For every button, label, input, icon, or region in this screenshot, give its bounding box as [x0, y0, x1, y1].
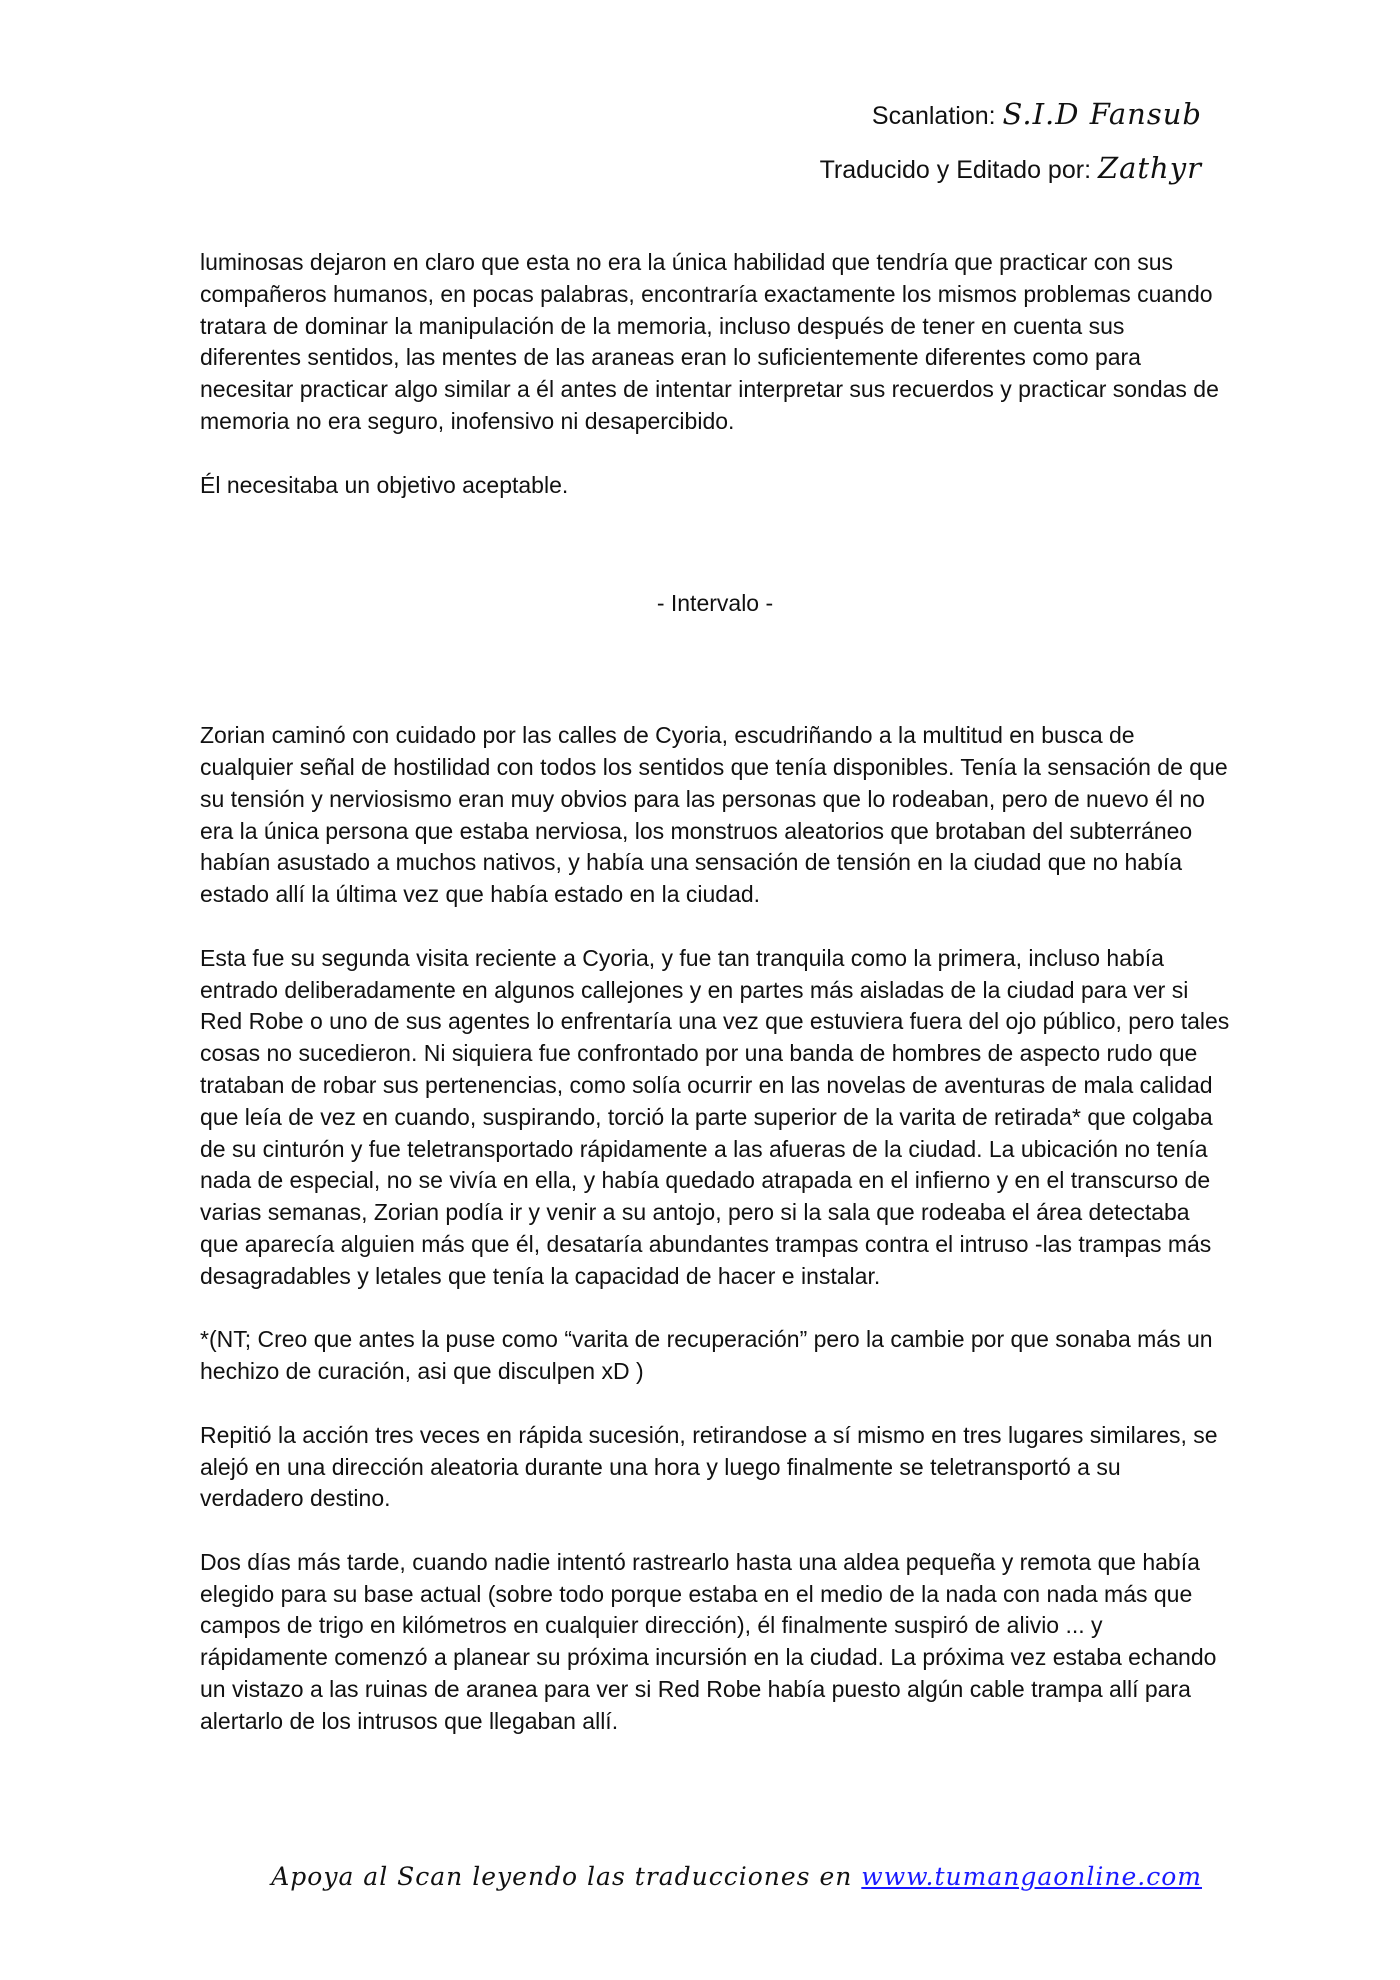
paragraph-6: Repitió la acción tres veces en rápida sucesión, retirandose a sí mismo en tres lugares similares, se alejó en una dirección aleatoria durante una hora y luego finalmente se teletransportó a su verdadero destino.: [200, 1421, 1218, 1512]
paragraph-3: Zorian caminó con cuidado por las calles de Cyoria, escudriñando a la multitud en busca de cualquier señal de hostilidad con todos los sentidos que tenía disponibles. Tenía la sensación de que su tensión y nerviosismo eran muy obvios para las personas que lo rodeaban, pero de nuevo él no era la única persona que estaba nerviosa, los monstruos aleatorios que brotaban del subterráneo habían asustado a muchos nativos, y había una sensación de tensión en la ciudad que no había estado allí la última vez que había estado en la ciudad.: [200, 722, 1228, 908]
scanlation-credit: [820, 88, 1202, 142]
scanlation-label: Scanlation:: [871, 102, 996, 130]
footer-link[interactable]: www.tumangaonline.com: [861, 1862, 1202, 1891]
translator-note: *(NT; Creo que antes la puse como “varita de recuperación” pero la cambie por que sonaba más un hechizo de curación, asi que disculpen xD ): [200, 1326, 1213, 1385]
paragraph-7: Dos días más tarde, cuando nadie intentó rastrearlo hasta una aldea pequeña y remota que había elegido para su base actual (sobre todo porque estaba en el medio de la nada con nada más que campos de trigo en kilómetros en cualquier dirección), él finalmente suspiró de alivio ... y rápidamente comenzó a planear su próxima incursión en la ciudad. La próxima vez estaba echando un vistazo a las ruinas de aranea para ver si Red Robe había puesto algún cable trampa allí para alertarlo de los intrusos que llegaban allí.: [200, 1548, 1217, 1734]
paragraph-1: luminosas dejaron en claro que esta no era la única habilidad que tendría que practicar con sus compañeros humanos, en pocas palabras, encontraría exactamente los mismos problemas cuando tratara de dominar la manipulación de la memoria, incluso después de tener en cuenta sus diferentes sentidos, las mentes de las araneas eran lo suficientemente diferentes como para necesitar practicar algo similar a él antes de intentar interpretar sus recuerdos y practicar sondas de memoria no era seguro, inofensivo ni desapercibido.: [200, 249, 1219, 434]
credits-header: [820, 88, 1202, 196]
paragraph-2: Él necesitaba un objetivo aceptable.: [200, 471, 569, 498]
support-footer: [271, 1862, 1202, 1891]
translator-value: Zathyr: [1097, 151, 1202, 185]
paragraph-4: Esta fue su segunda visita reciente a Cyoria, y fue tan tranquila como la primera, incluso había entrado deliberadamente en algunos callejones y en partes más aisladas de la ciudad para ver si Red Robe o uno de sus agentes lo enfrentaría una vez que estuviera fuera del ojo público, pero tales cosas no sucedieron. Ni siquiera fue confrontado por una banda de hombres de aspecto rudo que trataban de robar sus pertenencias, como solía ocurrir en las novelas de aventuras de mala calidad que leía de vez en cuando, suspirando, torció la parte superior de la varita de retirada* que colgaba de su cinturón y fue teletransportado rápidamente a las afueras de la ciudad. La ubicación no tenía nada de especial, no se vivía en ella, y había quedado atrapada en el infierno y en el transcurso de varias semanas, Zorian podía ir y venir a su antojo, pero si la sala que rodeaba el área detectaba que aparecía alguien más que él, desataría abundantes trampas contra el intruso -las trampas más desagradables y letales que tenía la capacidad de hacer e instalar.: [200, 944, 1230, 1289]
document-body: [200, 247, 1230, 1769]
section-separator: - Intervalo -: [656, 590, 774, 617]
scanlation-value: S.I.D Fansub: [1002, 97, 1202, 131]
translator-label: Traducido y Editado por:: [819, 156, 1092, 184]
footer-text: Apoya al Scan leyendo las traducciones en: [271, 1862, 853, 1891]
translator-credit: [820, 142, 1202, 196]
